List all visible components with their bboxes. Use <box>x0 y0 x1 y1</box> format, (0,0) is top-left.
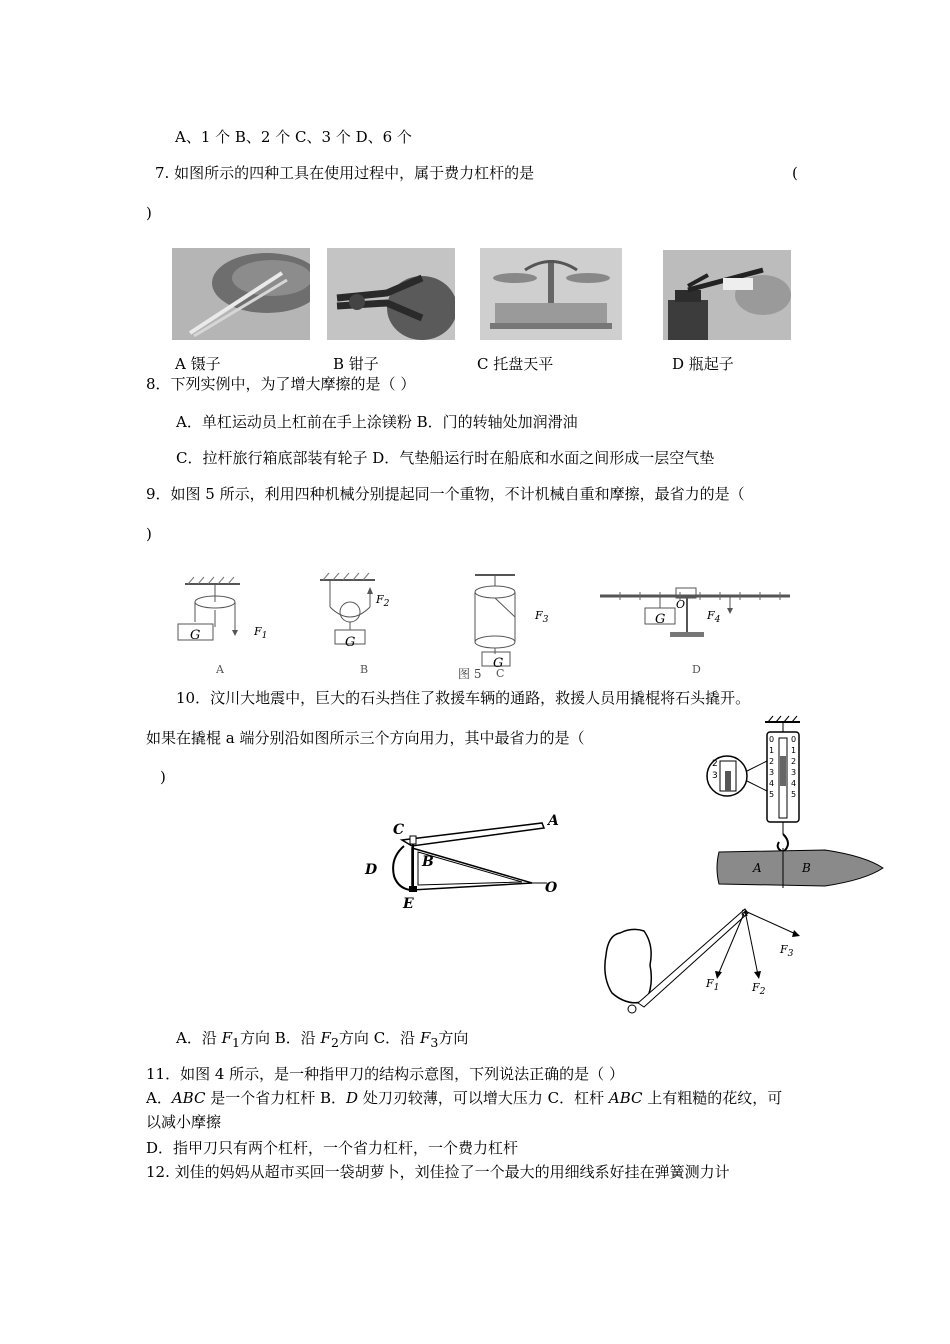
fig5-cap-b: B <box>360 663 369 676</box>
q12-stem: 12. 刘佳的妈妈从超市买回一袋胡萝卜，刘佳捡了一个最大的用细线系好挂在弹簧测力计 <box>146 1163 730 1181</box>
pliers-photo <box>327 248 455 340</box>
q10-stem-line2: 如果在撬棍 a 端分别沿如图所示三个方向用力，其中最省力的是（ <box>146 729 585 747</box>
q10-paren-close: ) <box>160 768 166 786</box>
scale-right-numbers: 0 1 2 3 4 5 <box>791 735 797 799</box>
fig5-f1: $F_1$ <box>254 625 268 642</box>
q9-stem: 9．如图 5 所示，利用四种机械分别提起同一个重物，不计机械自重和摩擦，最省力的是（ <box>146 485 745 503</box>
q11-option-d: D．指甲刀只有两个杠杆，一个省力杠杆，一个费力杠杆 <box>146 1139 519 1157</box>
caption-balance: C 托盘天平 <box>477 355 554 373</box>
fig5-f2: $F_2$ <box>376 593 390 610</box>
q8-stem: 8．下列实例中，为了增大摩擦的是（ ） <box>146 375 416 393</box>
q7-paren-close: ) <box>146 204 152 222</box>
clipper-label-e: E <box>403 896 414 912</box>
clipper-label-d: D <box>365 862 378 878</box>
fig5-title: 图 5 <box>458 667 482 681</box>
fig5-g-b: G <box>345 635 356 650</box>
bottle-opener-photo <box>663 250 791 340</box>
caption-tweezers: A 镊子 <box>175 355 221 373</box>
fig5-fulcrum-o: O <box>676 598 686 611</box>
q9-paren-close: ) <box>146 525 152 543</box>
fig5-cap-a: A <box>216 663 224 676</box>
q8-options-cd: C．拉杆旅行箱底部装有轮子 D．气垫船运行时在船底和水面之间形成一层空气垫 <box>176 449 715 467</box>
carrot-label-a: A <box>753 861 762 875</box>
carrot <box>715 848 885 888</box>
crowbar-figure <box>598 905 808 1015</box>
fig5-f4: $F_4$ <box>707 609 721 626</box>
clipper-label-o: O <box>545 880 558 896</box>
fig5-g-c: G <box>493 656 504 671</box>
q8-options-ab: A．单杠运动员上杠前在手上涂镁粉 B．门的转轴处加润滑油 <box>176 413 578 431</box>
crowbar-f1: $F_1$ <box>706 977 720 994</box>
q11-option-c-continued: 以减小摩擦 <box>146 1113 222 1131</box>
clipper-label-b: B <box>422 854 434 870</box>
q10-stem-line1: 10．汶川大地震中，巨大的石头挡住了救援车辆的通路，救援人员用撬棍将石头撬开。 <box>176 689 751 707</box>
caption-pliers: B 钳子 <box>333 355 379 373</box>
crowbar-label-a: a <box>741 905 749 919</box>
q11-options-abc: A．ABC 是一个省力杠杆 B．D 处刀刃较薄，可以增大压力 C．杠杆 ABC 上有粗糙的花纹，可 <box>146 1089 783 1107</box>
crowbar-f3: $F_3$ <box>780 943 794 960</box>
q11-stem: 11．如图 4 所示，是一种指甲刀的结构示意图，下列说法正确的是（ ） <box>146 1065 624 1083</box>
q6-options: A、1 个 B、2 个 C、3 个 D、6 个 <box>175 128 412 146</box>
scale-left-numbers: 0 1 2 3 4 5 <box>769 735 775 799</box>
clipper-label-c: C <box>393 822 405 838</box>
fig5-g-d: G <box>655 612 666 627</box>
carrot-label-b: B <box>802 861 811 875</box>
q7-stem: 7. 如图所示的四种工具在使用过程中，属于费力杠杆的是 <box>155 164 535 182</box>
clipper-label-a: A <box>548 813 559 829</box>
fig5-cap-d: D <box>692 663 701 676</box>
fig5-g-a: G <box>190 628 201 643</box>
magnifier-numbers: 2 3 <box>712 759 718 781</box>
balance-photo <box>480 248 622 340</box>
caption-bottle-opener: D 瓶起子 <box>672 355 734 373</box>
crowbar-f2: $F_2$ <box>752 981 766 998</box>
fig5-f3: $F_3$ <box>535 609 549 626</box>
q10-options: A．沿 $F_1$方向 B．沿 $F_2$方向 C．沿 $F_3$方向 <box>176 1029 469 1050</box>
tweezers-photo <box>172 248 310 340</box>
fig5-cap-c: C <box>496 667 505 680</box>
q7-paren-open: ( <box>792 164 798 182</box>
